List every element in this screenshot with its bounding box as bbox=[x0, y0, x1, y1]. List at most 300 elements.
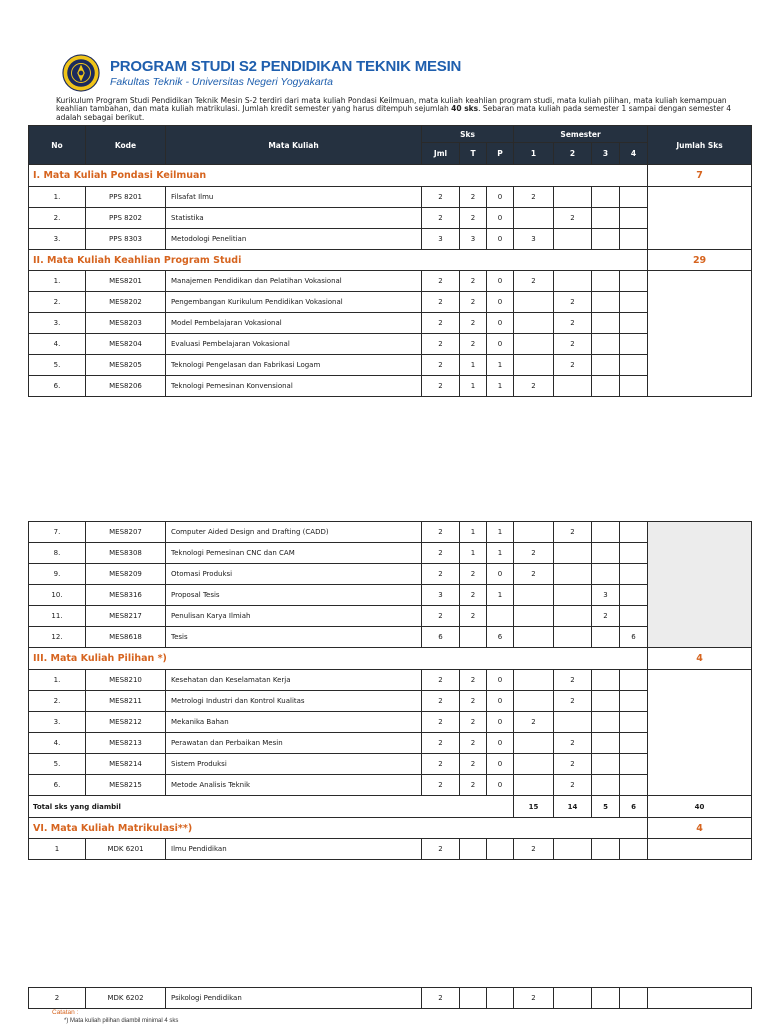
cell-jml: 2 bbox=[422, 712, 460, 733]
cell-s1 bbox=[514, 585, 554, 606]
cell-s1 bbox=[514, 522, 554, 543]
cell-s2 bbox=[554, 187, 592, 208]
cell-s4 bbox=[620, 187, 648, 208]
cell-no: 1. bbox=[29, 670, 86, 691]
cell-mk: Manajemen Pendidikan dan Pelatihan Vokasional bbox=[166, 271, 422, 292]
cell-s1 bbox=[514, 775, 554, 796]
cell-s3 bbox=[592, 229, 620, 250]
cell-no: 12. bbox=[29, 627, 86, 648]
cell-s1 bbox=[514, 292, 554, 313]
cell-s1: 2 bbox=[514, 376, 554, 397]
section-row bbox=[29, 165, 752, 187]
table-row bbox=[29, 733, 752, 754]
cell-kode: MDK 6202 bbox=[86, 988, 166, 1009]
cell-jml: 2 bbox=[422, 754, 460, 775]
cell-s1: 2 bbox=[514, 712, 554, 733]
cell-s3 bbox=[592, 522, 620, 543]
cell-s3 bbox=[592, 691, 620, 712]
cell-s2 bbox=[554, 606, 592, 627]
notes-heading: Catatan : bbox=[52, 1009, 79, 1016]
cell-s4 bbox=[620, 376, 648, 397]
cell-s1 bbox=[514, 208, 554, 229]
cell-mk: Evaluasi Pembelajaran Vokasional bbox=[166, 334, 422, 355]
cell-p: 1 bbox=[487, 355, 514, 376]
cell-jml: 2 bbox=[422, 522, 460, 543]
cell-s3 bbox=[592, 292, 620, 313]
cell-jml: 2 bbox=[422, 691, 460, 712]
cell-s2 bbox=[554, 988, 592, 1009]
cell-no: 2. bbox=[29, 208, 86, 229]
cell-s2: 2 bbox=[554, 334, 592, 355]
table-row bbox=[29, 543, 752, 564]
cell-s3 bbox=[592, 376, 620, 397]
cell-s1: 2 bbox=[514, 543, 554, 564]
cell-s2: 2 bbox=[554, 775, 592, 796]
cell-s2: 2 bbox=[554, 208, 592, 229]
cell-t: 2 bbox=[460, 334, 487, 355]
cell-t: 2 bbox=[460, 208, 487, 229]
cell-p: 0 bbox=[487, 775, 514, 796]
section-row bbox=[29, 818, 752, 839]
cell-s3 bbox=[592, 271, 620, 292]
cell-jml: 2 bbox=[422, 775, 460, 796]
cell-kode: MES8203 bbox=[86, 313, 166, 334]
table-row bbox=[29, 229, 752, 250]
total-sem3: 5 bbox=[592, 796, 620, 818]
jumlah-sks-cell bbox=[648, 187, 752, 250]
cell-s4 bbox=[620, 208, 648, 229]
cell-mk: Teknologi Pemesinan CNC dan CAM bbox=[166, 543, 422, 564]
cell-s2: 2 bbox=[554, 522, 592, 543]
cell-p: 0 bbox=[487, 564, 514, 585]
cell-s1: 2 bbox=[514, 988, 554, 1009]
cell-s2: 2 bbox=[554, 733, 592, 754]
cell-mk: Model Pembelajaran Vokasional bbox=[166, 313, 422, 334]
cell-mk: Metode Analisis Teknik bbox=[166, 775, 422, 796]
cell-p: 0 bbox=[487, 733, 514, 754]
cell-p: 1 bbox=[487, 585, 514, 606]
cell-no: 4. bbox=[29, 334, 86, 355]
cell-s4 bbox=[620, 606, 648, 627]
cell-no: 7. bbox=[29, 522, 86, 543]
cell-kode: MES8204 bbox=[86, 334, 166, 355]
total-sem2: 14 bbox=[554, 796, 592, 818]
col-no: No bbox=[29, 126, 86, 165]
col-p: P bbox=[487, 143, 514, 165]
intro-paragraph bbox=[56, 97, 746, 122]
cell-s3 bbox=[592, 208, 620, 229]
cell-t: 2 bbox=[460, 754, 487, 775]
cell-no: 9. bbox=[29, 564, 86, 585]
cell-s2 bbox=[554, 627, 592, 648]
cell-jml: 2 bbox=[422, 543, 460, 564]
cell-no: 5. bbox=[29, 355, 86, 376]
cell-s2: 2 bbox=[554, 754, 592, 775]
section-total: 7 bbox=[648, 165, 752, 187]
table-header-row-1 bbox=[29, 126, 752, 143]
cell-jml: 2 bbox=[422, 187, 460, 208]
table-row bbox=[29, 522, 752, 543]
cell-p bbox=[487, 988, 514, 1009]
cell-no: 3. bbox=[29, 712, 86, 733]
cell-s4 bbox=[620, 313, 648, 334]
col-sem2: 2 bbox=[554, 143, 592, 165]
cell-no: 2. bbox=[29, 292, 86, 313]
cell-jml: 3 bbox=[422, 229, 460, 250]
cell-s1: 3 bbox=[514, 229, 554, 250]
cell-p: 0 bbox=[487, 334, 514, 355]
cell-mk: Proposal Tesis bbox=[166, 585, 422, 606]
cell-p: 1 bbox=[487, 522, 514, 543]
col-t: T bbox=[460, 143, 487, 165]
cell-jml: 2 bbox=[422, 355, 460, 376]
cell-no: 8. bbox=[29, 543, 86, 564]
jumlah-sks-cell bbox=[648, 271, 752, 397]
cell-kode: MES8215 bbox=[86, 775, 166, 796]
cell-s1 bbox=[514, 355, 554, 376]
cell-mk: Pengembangan Kurikulum Pendidikan Vokasional bbox=[166, 292, 422, 313]
col-jumlah-sks: Jumlah Sks bbox=[648, 126, 752, 165]
total-row bbox=[29, 796, 752, 818]
cell-p bbox=[487, 606, 514, 627]
cell-mk: Mekanika Bahan bbox=[166, 712, 422, 733]
cell-no: 1 bbox=[29, 839, 86, 860]
table-row bbox=[29, 754, 752, 775]
table-row bbox=[29, 292, 752, 313]
cell-jml: 2 bbox=[422, 376, 460, 397]
cell-jml: 2 bbox=[422, 334, 460, 355]
cell-kode: MES8217 bbox=[86, 606, 166, 627]
cell-mk: Statistika bbox=[166, 208, 422, 229]
cell-kode: MES8211 bbox=[86, 691, 166, 712]
cell-t: 1 bbox=[460, 355, 487, 376]
table-row bbox=[29, 712, 752, 733]
col-kode: Kode bbox=[86, 126, 166, 165]
cell-t: 2 bbox=[460, 585, 487, 606]
cell-s1 bbox=[514, 691, 554, 712]
cell-s4 bbox=[620, 691, 648, 712]
table-row bbox=[29, 585, 752, 606]
cell-s3 bbox=[592, 839, 620, 860]
cell-s1 bbox=[514, 334, 554, 355]
cell-mk: Perawatan dan Perbaikan Mesin bbox=[166, 733, 422, 754]
cell-s3 bbox=[592, 733, 620, 754]
cell-t: 2 bbox=[460, 564, 487, 585]
section-row bbox=[29, 648, 752, 670]
section-total: 4 bbox=[648, 648, 752, 670]
table-row bbox=[29, 670, 752, 691]
cell-t: 2 bbox=[460, 271, 487, 292]
cell-jml: 3 bbox=[422, 585, 460, 606]
table-row bbox=[29, 564, 752, 585]
table-row bbox=[29, 334, 752, 355]
cell-t: 2 bbox=[460, 187, 487, 208]
cell-kode: MES8308 bbox=[86, 543, 166, 564]
table-row bbox=[29, 691, 752, 712]
cell-s2: 2 bbox=[554, 292, 592, 313]
cell-s4 bbox=[620, 585, 648, 606]
cell-mk: Teknologi Pemesinan Konvensional bbox=[166, 376, 422, 397]
cell-s3 bbox=[592, 564, 620, 585]
cell-t: 2 bbox=[460, 292, 487, 313]
cell-jml: 2 bbox=[422, 313, 460, 334]
cell-s4 bbox=[620, 292, 648, 313]
cell-s3 bbox=[592, 775, 620, 796]
cell-p: 6 bbox=[487, 627, 514, 648]
cell-no: 10. bbox=[29, 585, 86, 606]
cell-s3 bbox=[592, 543, 620, 564]
cell-s4 bbox=[620, 355, 648, 376]
cell-kode: PPS 8303 bbox=[86, 229, 166, 250]
cell-s2: 2 bbox=[554, 691, 592, 712]
table-row bbox=[29, 839, 752, 860]
cell-p: 0 bbox=[487, 691, 514, 712]
cell-mk: Psikologi Pendidikan bbox=[166, 988, 422, 1009]
cell-kode: MES8213 bbox=[86, 733, 166, 754]
cell-t: 1 bbox=[460, 376, 487, 397]
cell-s2: 2 bbox=[554, 670, 592, 691]
cell-s2 bbox=[554, 543, 592, 564]
cell-s4 bbox=[620, 754, 648, 775]
cell-t bbox=[460, 988, 487, 1009]
cell-kode: MDK 6201 bbox=[86, 839, 166, 860]
cell-s2 bbox=[554, 271, 592, 292]
cell-s2 bbox=[554, 376, 592, 397]
cell-kode: MES8205 bbox=[86, 355, 166, 376]
cell-jml: 2 bbox=[422, 733, 460, 754]
cell-no: 2 bbox=[29, 988, 86, 1009]
cell-t: 1 bbox=[460, 543, 487, 564]
cell-t: 2 bbox=[460, 691, 487, 712]
cell-p bbox=[487, 839, 514, 860]
cell-p: 0 bbox=[487, 712, 514, 733]
cell-s1: 2 bbox=[514, 839, 554, 860]
cell-s4 bbox=[620, 564, 648, 585]
cell-kode: MES8210 bbox=[86, 670, 166, 691]
cell-jml: 2 bbox=[422, 292, 460, 313]
cell-s2 bbox=[554, 712, 592, 733]
cell-jml: 2 bbox=[422, 839, 460, 860]
cell-kode: MES8212 bbox=[86, 712, 166, 733]
cell-s1: 2 bbox=[514, 187, 554, 208]
cell-p: 0 bbox=[487, 670, 514, 691]
cell-p: 0 bbox=[487, 187, 514, 208]
cell-kode: PPS 8201 bbox=[86, 187, 166, 208]
cell-jml: 2 bbox=[422, 670, 460, 691]
table-row bbox=[29, 355, 752, 376]
cell-mk: Filsafat Ilmu bbox=[166, 187, 422, 208]
cell-s3 bbox=[592, 627, 620, 648]
cell-t: 3 bbox=[460, 229, 487, 250]
table-row bbox=[29, 988, 752, 1009]
cell-no: 11. bbox=[29, 606, 86, 627]
university-logo-icon bbox=[62, 54, 100, 92]
cell-kode: MES8202 bbox=[86, 292, 166, 313]
cell-s3 bbox=[592, 187, 620, 208]
cell-kode: MES8316 bbox=[86, 585, 166, 606]
cell-s3 bbox=[592, 355, 620, 376]
col-jml: Jml bbox=[422, 143, 460, 165]
cell-no: 3. bbox=[29, 313, 86, 334]
cell-s4 bbox=[620, 733, 648, 754]
cell-t: 2 bbox=[460, 712, 487, 733]
cell-no: 5. bbox=[29, 754, 86, 775]
cell-s3 bbox=[592, 670, 620, 691]
cell-no: 3. bbox=[29, 229, 86, 250]
cell-s1 bbox=[514, 733, 554, 754]
cell-s3: 3 bbox=[592, 585, 620, 606]
page-title: PROGRAM STUDI S2 PENDIDIKAN TEKNIK MESIN bbox=[110, 58, 462, 75]
cell-no: 6. bbox=[29, 775, 86, 796]
cell-kode: MES8206 bbox=[86, 376, 166, 397]
jumlah-sks-cell bbox=[648, 988, 752, 1009]
cell-t: 2 bbox=[460, 775, 487, 796]
intro-total-sks: 40 sks bbox=[451, 104, 479, 114]
cell-jml: 2 bbox=[422, 564, 460, 585]
cell-mk: Teknologi Pengelasan dan Fabrikasi Logam bbox=[166, 355, 422, 376]
cell-s4 bbox=[620, 229, 648, 250]
col-mata-kuliah: Mata Kuliah bbox=[166, 126, 422, 165]
col-sem1: 1 bbox=[514, 143, 554, 165]
section-total: 4 bbox=[648, 818, 752, 839]
col-sem4: 4 bbox=[620, 143, 648, 165]
cell-t: 2 bbox=[460, 670, 487, 691]
cell-s1 bbox=[514, 754, 554, 775]
table-row bbox=[29, 627, 752, 648]
cell-kode: MES8207 bbox=[86, 522, 166, 543]
table-row bbox=[29, 187, 752, 208]
cell-s1: 2 bbox=[514, 564, 554, 585]
notes-item: *) Mata kuliah pilihan diambil minimal 4 sks bbox=[64, 1018, 179, 1024]
table-row bbox=[29, 208, 752, 229]
cell-no: 2. bbox=[29, 691, 86, 712]
cell-s2 bbox=[554, 839, 592, 860]
jumlah-sks-cell bbox=[648, 670, 752, 796]
page-subtitle: Fakultas Teknik - Universitas Negeri Yogyakarta bbox=[110, 76, 333, 88]
cell-kode: MES8201 bbox=[86, 271, 166, 292]
section-title: I. Mata Kuliah Pondasi Keilmuan bbox=[29, 165, 648, 187]
cell-mk: Otomasi Produksi bbox=[166, 564, 422, 585]
cell-s4 bbox=[620, 775, 648, 796]
curriculum-table-part2 bbox=[28, 521, 752, 860]
cell-p: 0 bbox=[487, 271, 514, 292]
cell-mk: Ilmu Pendidikan bbox=[166, 839, 422, 860]
total-sks: 40 bbox=[648, 796, 752, 818]
table-row bbox=[29, 775, 752, 796]
cell-s1 bbox=[514, 627, 554, 648]
cell-s4 bbox=[620, 334, 648, 355]
col-semester: Semester bbox=[514, 126, 648, 143]
cell-p: 0 bbox=[487, 229, 514, 250]
cell-s3 bbox=[592, 313, 620, 334]
cell-s2: 2 bbox=[554, 313, 592, 334]
cell-mk: Computer Aided Design and Drafting (CADD) bbox=[166, 522, 422, 543]
cell-s1 bbox=[514, 313, 554, 334]
table-row bbox=[29, 606, 752, 627]
jumlah-sks-cell bbox=[648, 839, 752, 860]
cell-no: 4. bbox=[29, 733, 86, 754]
cell-s1 bbox=[514, 670, 554, 691]
cell-s2: 2 bbox=[554, 355, 592, 376]
cell-mk: Metodologi Penelitian bbox=[166, 229, 422, 250]
cell-s1: 2 bbox=[514, 271, 554, 292]
cell-t bbox=[460, 627, 487, 648]
table-row bbox=[29, 313, 752, 334]
cell-t bbox=[460, 839, 487, 860]
cell-p: 1 bbox=[487, 376, 514, 397]
section-total: 29 bbox=[648, 250, 752, 271]
cell-s4 bbox=[620, 712, 648, 733]
cell-no: 6. bbox=[29, 376, 86, 397]
cell-no: 1. bbox=[29, 271, 86, 292]
cell-s2 bbox=[554, 585, 592, 606]
table-row bbox=[29, 271, 752, 292]
cell-s3: 2 bbox=[592, 606, 620, 627]
cell-s4 bbox=[620, 988, 648, 1009]
cell-no: 1. bbox=[29, 187, 86, 208]
cell-jml: 6 bbox=[422, 627, 460, 648]
cell-p: 1 bbox=[487, 543, 514, 564]
cell-kode: MES8209 bbox=[86, 564, 166, 585]
cell-p: 0 bbox=[487, 754, 514, 775]
curriculum-table-part3 bbox=[28, 987, 752, 1009]
cell-mk: Kesehatan dan Keselamatan Kerja bbox=[166, 670, 422, 691]
cell-jml: 2 bbox=[422, 606, 460, 627]
cell-t: 2 bbox=[460, 606, 487, 627]
cell-p: 0 bbox=[487, 292, 514, 313]
cell-mk: Penulisan Karya Ilmiah bbox=[166, 606, 422, 627]
intro-text-1: Kurikulum Program Studi Pendidikan Teknik Mesin S-2 terdiri dari mata kuliah Pondasi Keilmuan, mata kuliah keahlian program studi, mata kuliah pilihan, mata kuliah kemampuan keahlian tambahan, dan mata kuliah matrikulasi. Jumlah kredit semester yang harus ditempuh sejumlah bbox=[56, 96, 727, 114]
cell-mk: Metrologi Industri dan Kontrol Kualitas bbox=[166, 691, 422, 712]
curriculum-table-part1 bbox=[28, 125, 752, 397]
cell-s2 bbox=[554, 229, 592, 250]
cell-t: 2 bbox=[460, 733, 487, 754]
section-title: III. Mata Kuliah Pilihan *) bbox=[29, 648, 648, 670]
cell-mk: Sistem Produksi bbox=[166, 754, 422, 775]
intro-text-2: . Sebaran mata kuliah pada semester 1 sampai dengan semester 4 adalah sebagai berikut. bbox=[56, 104, 732, 122]
cell-p: 0 bbox=[487, 208, 514, 229]
total-sem1: 15 bbox=[514, 796, 554, 818]
cell-s3 bbox=[592, 334, 620, 355]
cell-s3 bbox=[592, 712, 620, 733]
cell-s4 bbox=[620, 271, 648, 292]
cell-kode: MES8214 bbox=[86, 754, 166, 775]
cell-p: 0 bbox=[487, 313, 514, 334]
cell-t: 1 bbox=[460, 522, 487, 543]
cell-s4 bbox=[620, 522, 648, 543]
cell-kode: MES8618 bbox=[86, 627, 166, 648]
cell-s4 bbox=[620, 839, 648, 860]
table-row bbox=[29, 376, 752, 397]
cell-s4: 6 bbox=[620, 627, 648, 648]
cell-mk: Tesis bbox=[166, 627, 422, 648]
section-row bbox=[29, 250, 752, 271]
cell-s4 bbox=[620, 670, 648, 691]
cell-s3 bbox=[592, 988, 620, 1009]
cell-kode: PPS 8202 bbox=[86, 208, 166, 229]
total-label: Total sks yang diambil bbox=[29, 796, 514, 818]
section-title: VI. Mata Kuliah Matrikulasi**) bbox=[29, 818, 648, 839]
jumlah-sks-cell bbox=[648, 522, 752, 648]
col-sks: Sks bbox=[422, 126, 514, 143]
cell-s1 bbox=[514, 606, 554, 627]
cell-s4 bbox=[620, 543, 648, 564]
cell-jml: 2 bbox=[422, 988, 460, 1009]
section-title: II. Mata Kuliah Keahlian Program Studi bbox=[29, 250, 648, 271]
total-sem4: 6 bbox=[620, 796, 648, 818]
cell-s3 bbox=[592, 754, 620, 775]
cell-jml: 2 bbox=[422, 208, 460, 229]
